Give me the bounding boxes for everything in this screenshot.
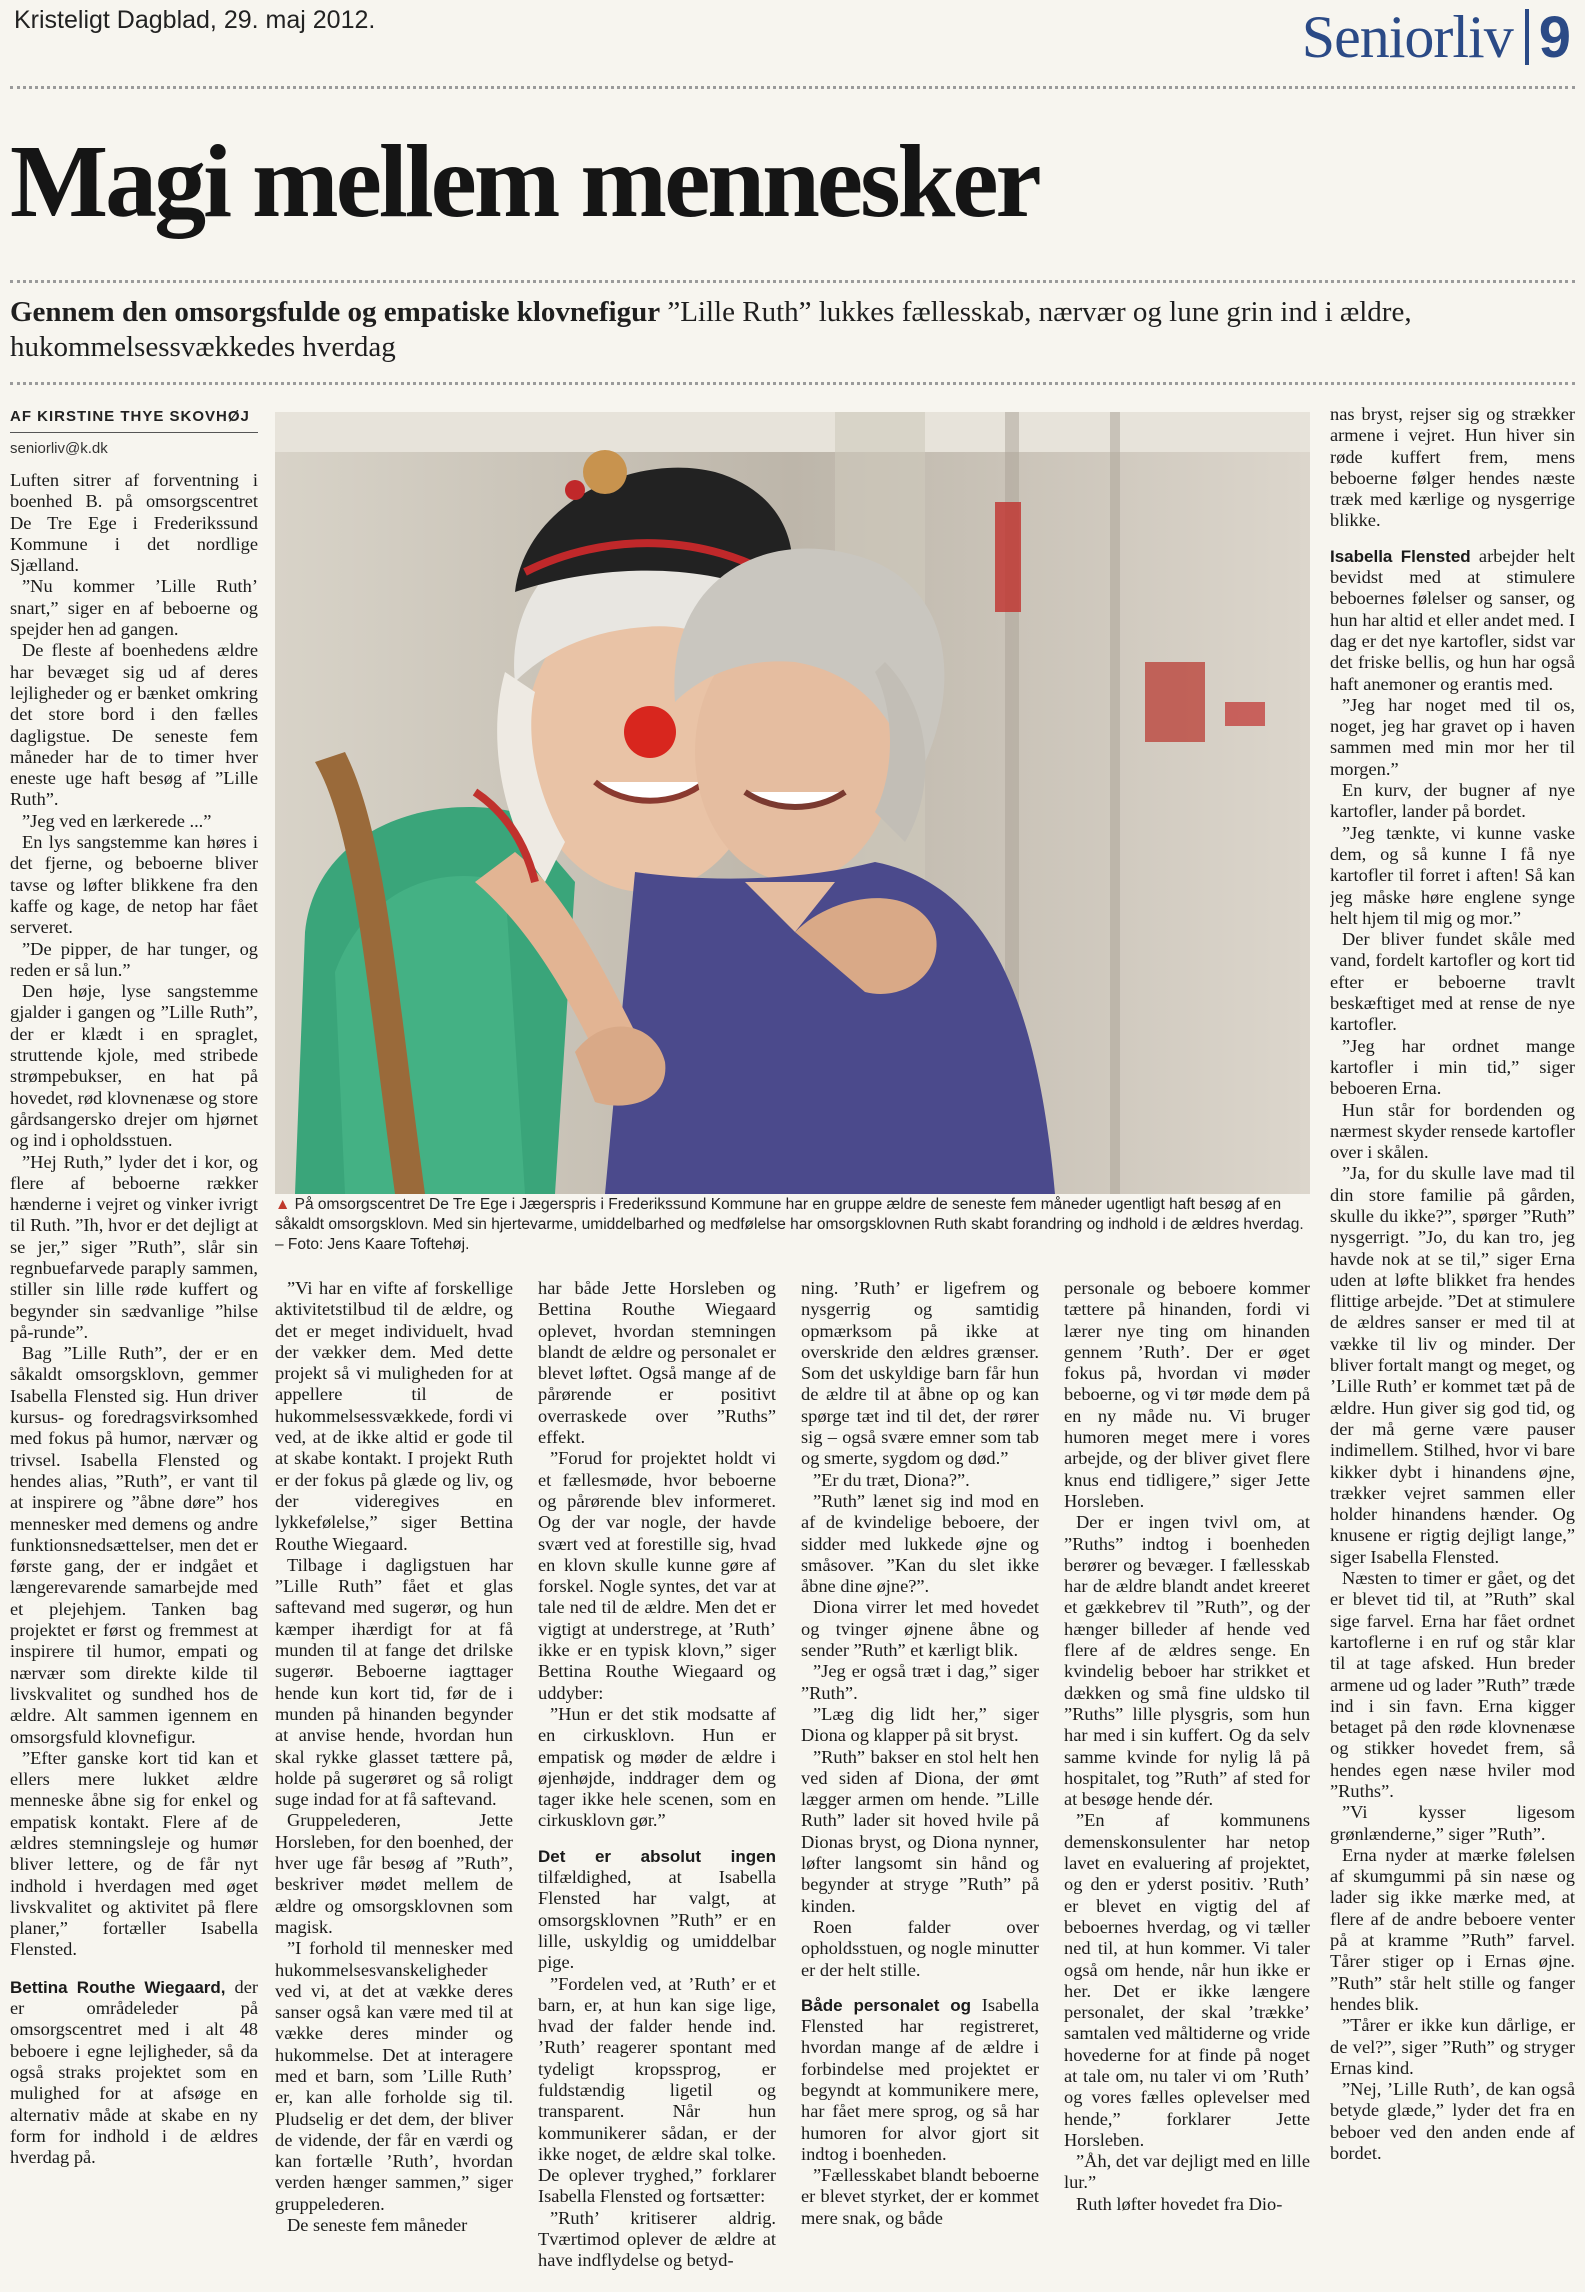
headline: Magi mellem mennesker <box>10 124 1039 239</box>
column-3 <box>538 1278 776 2290</box>
paragraph: ”Nej, ’Lille Ruth’, de kan også betyde glæde,” lyder det fra en beboer ved den anden ende af bordet. <box>1330 2079 1575 2164</box>
paragraph: ”Ruth” bakser en stol helt hen ved siden af Diona, der ømt lægger armen om hende. ”Lille Ruth” lader sit hoved hvile på Dionas bryst, og Diona nynner, løfter langsomt sin hånd og begynder at stryge ”Ruth” på kinden. <box>801 1746 1039 1916</box>
paragraph: nas bryst, rejser sig og strækker armene i vejret. Hun hiver sin røde kuffert frem, mens beboerne følger hendes næste træk med kærlige og nysgerrige blikke. <box>1330 404 1575 531</box>
paragraph: Der bliver fundet skåle med vand, fordelt kartofler og kort tid efter er beboerne travlt beskæftiget med at rense de nye kartofler. <box>1330 929 1575 1035</box>
paragraph: ”Forud for projektet holdt vi et fællesmøde, hvor beboerne og pårørende blev informeret. Og der var nogle, der havde svært ved at forestille sig, hvad en klovn skulle kunne gøre af forskel. Nogle syntes, det var at tale ned til de ældre. Men det er vigtigt at understrege, at ’Ruth’ ikke er en typisk klovn,” siger Bettina Routhe Wiegaard og uddyber: <box>538 1448 776 1703</box>
paragraph-with-lead <box>801 1995 1039 2165</box>
section-name: Seniorliv <box>1301 3 1513 70</box>
paragraph: ”Nu kommer ’Lille Ruth’ snart,” siger en af beboerne og spejder hen ad gangen. <box>10 576 258 640</box>
paragraph: ”Hej Ruth,” lyder det i kor, og flere af beboerne rækker hænderne i vejret og vinker ivrigt til Ruth. ”Ih, hvor er det dejligt at se jer,” siger ”Ruth”, slår sin regnbuefarvede paraply sammen, stiller sin lille røde kuffert og begynder sin sædvanlige ”hilse på-runde”. <box>10 1151 258 1342</box>
source-line: Kristeligt Dagblad, 29. maj 2012. <box>14 6 376 34</box>
paragraph: ”Åh, det var dejligt med en lille lur.” <box>1064 2151 1310 2193</box>
paragraph: ”I forhold til mennesker med hukommelsesvanskeligheder ved vi, at det at vække deres sanser også kan være med til at vække deres minder og hukommelse. Det at interagere med et barn, som ’Lille Ruth’ er, kan alle forholde sig til. Pludselig er det dem, der bliver de vidende, der får en værdi og kan fortælle ’Ruth’, hvordan verden hænger sammen,” siger gruppelederen. <box>275 1938 513 2214</box>
paragraph: Ruth løfter hovedet fra Dio- <box>1076 2193 1283 2214</box>
top-rule <box>10 86 1575 89</box>
deck-rule <box>10 382 1575 385</box>
section-divider <box>1525 9 1529 65</box>
lead-text: arbejder helt bevidst med at stimulere beboernes følelser og sanser, og hun har altid et eller andet med. I dag er det nye kartofler, sidst var det friske bellis, og hun har også haft anemoner og erantis med. <box>1330 545 1575 694</box>
paragraph: ”Jeg tænkte, vi kunne vaske dem, og så kunne I få nye kartofler til forret i aften! Så kan jeg måske høre englene synge helt hjem til mig og mor.” <box>1330 822 1575 928</box>
paragraph: Hun står for bordenden og nærmest skyder rensede kartofler over i skålen. <box>1330 1099 1575 1163</box>
paragraph: ”Ruth” lænet sig ind mod en af de kvindelige beboere, der sidder med lukkede øjne og småsover. ”Kan du slet ikke åbne dine øjne?”. <box>801 1490 1039 1597</box>
paragraph: har både Jette Horsleben og Bettina Routhe Wiegaard oplevet, hvordan stemningen blandt de ældre og personalet er blevet løftet. Også mange af de pårørende er positivt overraskede over ”Ruths” effekt. <box>538 1278 776 1448</box>
paragraph: Roen falder over opholdsstuen, og nogle minutter er der helt stille. <box>801 1916 1039 1980</box>
lead-text: Isabella Flensted har registreret, hvordan mange af de ældre i forbindelse med projektet er begyndt at kommunikere mere, har fået mere sprog, og så har humoren for alvor gjort sit indtog i boenheden. <box>801 1994 1039 2164</box>
byline-rule <box>10 432 258 433</box>
paragraph: ”Tårer er ikke kun dårlige, er de vel?”, siger ”Ruth” og stryger Ernas kind. <box>1330 2015 1575 2078</box>
paragraph: ”Vi kysser ligesom grønlænderne,” siger ”Ruth”. <box>1330 1802 1575 1844</box>
column-1 <box>10 470 258 2290</box>
paragraph: Tilbage i dagligstuen har ”Lille Ruth” fået et glas saftevand med sugerør, og hun kæmper ihærdigt for at få munden til at fange det drilske sugerør. Beboerne iagttager hende kun kort tid, før de i munden på hinanden begynder at anvise hende, hvordan hun skal rykke glasset tættere på, holde på sugerøret og så roligt suge indad for at få saftevand. <box>275 1554 513 1810</box>
byline: AF KIRSTINE THYE SKOVHØJ <box>10 408 250 425</box>
paragraph: ”Fordelen ved, at ’Ruth’ er et barn, er, at hun kan sige lige, hvad der falder hende ind. ’Ruth’ reagerer spontant med tydeligt kropssprog, er fuldstændig ligetil og transparent. Når hun kommunikerer sådan, er der ikke noget, de ældre skal tolke. De oplever tryghed,” forklarer Isabella Flensted og fortsætter: <box>538 1973 776 2207</box>
paragraph: Der er ingen tvivl om, at ”Ruths” indtog i boenheden berører og bevæger. I fællesskab har de ældre blandt andet kreeret et gækkebrev til ”Ruth”, og der hænger billeder af hende ved flere af de ældres senge. En kvindelig beboer har strikket et dækken og små fine uldsko til ”Ruths” lille plysgris, som hun har med i sin kuffert. Og da selv samme kvinde for nylig lå på hospitalet, tog ”Ruth” af sted for at besøge hende dér. <box>1064 1512 1310 1810</box>
headline-rule <box>10 280 1575 283</box>
byline-email: seniorliv@k.dk <box>10 440 108 457</box>
paragraph: ”Er du træt, Diona?”. <box>813 1469 970 1490</box>
paragraph: Diona virrer let med hovedet og tvinger øjnene åbne og sender ”Ruth” et kærligt blik. <box>801 1597 1039 1661</box>
paragraph: De fleste af boenhedens ældre har bevæget sig ud af deres lejligheder og er bænket omkring det store bord i den fælles dagligstue. De seneste fem måneder har de to timer hver eneste uge haft besøg af ”Lille Ruth”. <box>10 640 258 810</box>
lead-text: tilfældighed, at Isabella Flensted har valgt, at omsorgsklovnen ”Ruth” er en lille, uskyldig og umiddelbar pige. <box>538 1867 776 1973</box>
column-2 <box>275 1278 513 2290</box>
paragraph: ”En af kommunens demenskonsulenter har netop lavet en evaluering af projektet, og den er yderst positiv. ’Ruth’ er blevet en vigtig del af beboernes hverdag, og vi tæller ned til, at hun kommer. Vi taler også om hende, når hun ikke er her. Det er ikke længere personalet, der skal ’trække’ samtalen ved måltiderne og vride hovederne for at finde på noget at tale om, nu taler vi om ’Ruth’ og vores fælles oplevelser med hende,” forklarer Jette Horsleben. <box>1064 1810 1310 2150</box>
paragraph: ”Læg dig lidt her,” siger Diona og klapper på sit bryst. <box>801 1703 1039 1746</box>
paragraph: Erna nyder at mærke følelsen af skumgummi på sin næse og lader sig ikke mærke med, at flere af de andre beboere venter på at kramme ”Ruth” farvel. Tårer stiger op i Ernas øjne. ”Ruth” står helt stille og fanger hendes blik. <box>1330 1844 1575 2014</box>
paragraph: ”Ja, for du skulle lave mad til din store familie på gården, skulle du ikke?”, spørger ”Ruth” nysgerrigt. ”Jo, du kan tro, jeg havde nok at se til,” siger Erna uden at løfte blikket fra hendes flittige arbejde. ”Det at stimulere de ældres sanser er med til at vække til liv og minder. Der bliver fortalt mangt og meget, og ’Lille Ruth’ er kommet tæt på de ældre. Hun giver sig god tid, og der må gerne være pauser indimellem. Stilhed, hvor vi bare kikker dybt i hinandens øjne, trækker vejret sammen eller holder hinandens hænder. Og knusene er rigtig dejligt lange,” siger Isabella Flensted. <box>1330 1163 1575 1567</box>
paragraph: Den høje, lyse sangstemme gjalder i gangen og ”Lille Ruth”, der er klædt i en spraglet, struttende kjole, med stribede strømpebukser, en hat på hovedet, rød klovnenæse og store gårdsangersko drejer om hjørnet og ind i opholdsstuen. <box>10 981 258 1151</box>
paragraph-with-lead <box>10 1977 258 2169</box>
paragraph: Næsten to timer er gået, og det er blevet tid til, at ”Ruth” skal sige farvel. Erna har fået ordnet kartoflerne i en ruf og står klar til at tage afsked. Hun breder armene ud og lader ”Ruth” træde ind i sin favn. Erna kigger betaget på den røde klovnenæse og stikker hovedet frem, så hendes egen næse hviler mod ”Ruths”. <box>1330 1568 1575 1801</box>
paragraph: personale og beboere kommer tættere på hinanden, fordi vi lærer nye ting om hinanden gennem ’Ruth’. Der er øget fokus på, hvordan vi møder beboerne, og vi tør møde dem på en ny måde nu. Vi bruger humoren meget mere i vores arbejde, og der bliver givet flere knus end tidligere,” siger Jette Horsleben. <box>1064 1278 1310 1511</box>
paragraph: ”Efter ganske kort tid kan et ellers mere lukket ældre menneske åbne sig for enkel og empatisk kontakt. Flere af de ældres stemningsleje og humør bliver lettere, og de får nyt indhold i hverdagen med øget livskvalitet og aktivitet på flere planer,” fortæller Isabella Flensted. <box>10 1747 258 1960</box>
paragraph-with-lead <box>538 1846 776 1974</box>
paragraph: ”Jeg ved en lærkerede ...” <box>22 810 212 831</box>
paragraph: Luften sitrer af forventning i boenhed B. på omsorgscentret De Tre Ege i Frederikssund Kommune i det nordlige Sjælland. <box>10 470 258 576</box>
paragraph: En kurv, der bugner af nye kartofler, lander på bordet. <box>1330 780 1575 822</box>
paragraph: ”Vi har en vifte af forskellige aktivitetstilbud til de ældre, og det er meget individuelt, hvad der vækker dem. Med dette projekt så vi muligheden for at appellere til de hukommelsessvækkede, fordi vi ved, at de ikke altid er gode til at skabe kontakt. I projekt Ruth er der fokus på glæde og liv, og der videregives en lykkefølelse,” siger Bettina Routhe Wiegaard. <box>275 1278 513 1554</box>
photo-clown-hugging-resident <box>275 412 1310 1194</box>
paragraph: ”Ruth’ kritiserer aldrig. Tværtimod oplever de ældre at have indflydelse og betyd- <box>538 2207 776 2271</box>
column-4 <box>801 1278 1039 2290</box>
paragraph: ”Jeg har ordnet mange kartofler i min tid,” siger beboeren Erna. <box>1330 1035 1575 1099</box>
deck-rest: ”Lille Ruth” lukkes fællesskab, nærvær og lune grin ind i ældre, hukommelsessvækkedes hverdag <box>10 296 1412 363</box>
photo-caption <box>275 1195 1310 1255</box>
paragraph: De seneste fem måneder <box>287 2215 468 2236</box>
paragraph: ”De pipper, de har tunger, og reden er så lun.” <box>10 938 258 980</box>
paragraph: ”Fællesskabet blandt beboerne er blevet styrket, der er kommet mere snak, og både <box>801 2165 1039 2228</box>
paragraph: Gruppelederen, Jette Horsleben, for den boenhed, der hver uge får besøg af ”Ruth”, beskriver mødet mellem de ældre og omsorgsklovnen som magisk. <box>275 1810 513 1937</box>
paragraph: ning. ’Ruth’ er ligefrem og nysgerrig og samtidig opmærksom på ikke at overskride den ældres grænser. Som det uskyldige barn får hun de ældre til at åbne op og kan spørge tæt ind til det, der rører sig – også svære emner som tab og smerte, sygdom og død.” <box>801 1278 1039 1469</box>
paragraph-with-lead <box>1330 546 1575 695</box>
caption-marker-icon: ▲ <box>275 1196 291 1213</box>
paragraph: En lys sangstemme kan høres i det fjerne, og beboerne bliver tavse og løfter blikkene fra den kaffe og kage, de netop har fået serveret. <box>10 832 258 938</box>
section-header <box>1302 2 1571 72</box>
paragraph: Bag ”Lille Ruth”, der er en såkaldt omsorgsklovn, gemmer Isabella Flensted sig. Hun driver kursus- og foredragsvirksomhed med fokus på humor, nærvær og trivsel. Isabella Flensted og hendes alias, ”Ruth”, er vant til at inspirere og ”åbne døre” hos mennesker med demens og andre funktionsnedsættelser, men det er første gang, der er indgået et længerevarende samarbejde med et plejehjem. Tanken bag projektet er først og fremmest at inspirere til humor, empati og nærvær som direkte kilde til livskvalitet og sundhed hos de ældre. Alt sammen igennem en omsorgsfuld klovnefigur. <box>10 1343 258 1747</box>
caption-text: På omsorgscentret De Tre Ege i Jægerspris i Frederikssund Kommune har en gruppe ældre de seneste fem måneder ugentligt haft besøg af en såkaldt omsorgsklovn. Med sin hjertevarme, umiddelbarhed og medfølelse har omsorgsklovnen Ruth skabt forandring og indhold i de ældres hverdag. – Foto: Jens Kaare Toftehøj. <box>275 1196 1304 1253</box>
column-5 <box>1064 1278 1310 2290</box>
article-photo <box>275 412 1310 1194</box>
paragraph: ”Hun er det stik modsatte af en cirkusklovn. Hun er empatisk og møder de ældre i øjenhøjde, inddrager dem og tager ikke hele scenen, som en cirkusklovn gør.” <box>538 1703 776 1831</box>
paragraph: ”Jeg er også træt i dag,” siger ”Ruth”. <box>801 1661 1039 1703</box>
column-6 <box>1330 404 1575 2290</box>
lead-in: Det er absolut ingen <box>538 1846 776 1866</box>
page-number: 9 <box>1538 4 1571 70</box>
lead-in: Bettina Routhe Wiegaard, <box>10 1977 226 1997</box>
deck-bold: Gennem den omsorgsfulde og empatiske klovnefigur <box>10 296 661 328</box>
lead-in: Isabella Flensted <box>1330 546 1471 566</box>
paragraph: ”Jeg har noget med til os, noget, jeg har gravet op i haven sammen med min mor her til morgen.” <box>1330 694 1575 779</box>
lead-text: der er områdeleder på omsorgscentret med i alt 48 beboere i egne lejligheder, så da også straks projektet som en mulighed for at afsøge en alternativ måde at skabe en ny form for indhold i de ældres hverdag på. <box>10 1976 258 2168</box>
deck <box>10 295 1570 365</box>
lead-in: Både personalet og <box>801 1995 972 2015</box>
